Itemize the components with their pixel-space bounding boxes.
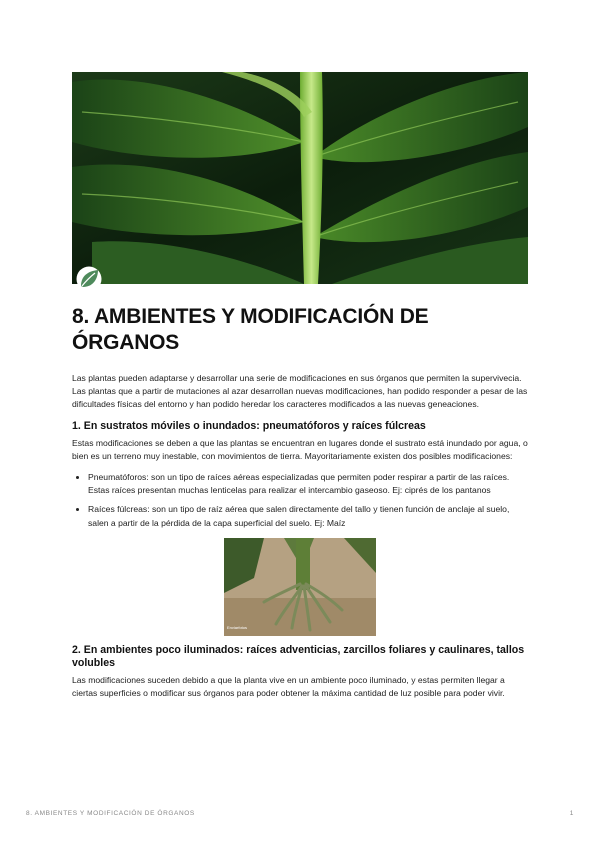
document-body	[72, 372, 530, 708]
page-number: 1	[569, 810, 574, 817]
intro-paragraph: Las plantas pueden adaptarse y desarrollar una serie de modificaciones en sus órganos que permiten la supervivecia. Las plantas que a partir de mutaciones al azar desarrollan nuevas modificaciones, han podido responder a pesar de las dificultades físicas del entorno y han podido heredar los caracteres modificados a las nuevas geneaciones.	[72, 373, 528, 410]
list-item: • Raíces fúlcreas: son un tipo de raíz aérea que salen directamente del tallo y tienen función de anclaje al suelo, salen a partir de la pérdida de la capa superficial del suelo. Ej: Maíz	[88, 503, 530, 529]
section-2-heading: 2. En ambientes poco iluminados: raíces adventicias, zarcillos foliares y caulinares, tallos volubles	[72, 643, 525, 669]
maize-roots-photo	[224, 538, 376, 636]
footer-label: 8. AMBIENTES Y MODIFICACIÓN DE ÓRGANOS	[26, 810, 195, 817]
cover-image	[72, 72, 528, 284]
page-title: 8. AMBIENTES Y MODIFICACIÓN DE ÓRGANOS	[72, 305, 429, 354]
list-item: • Pneumatóforos: son un tipo de raíces aéreas especializadas que permiten poder respirar a partir de las raíces. Estas raíces presentan muchas lenticelas para realizar el intercambio gaseoso. Ej: ciprés de los pantanos	[88, 471, 530, 497]
leaf-icon	[76, 266, 102, 292]
section-1-list	[72, 471, 530, 530]
photo-credit: Enviarfotos	[227, 624, 248, 630]
section-2-paragraph: Las modificaciones suceden debido a que la planta vive en un ambiente poco iluminado, y estas permiten llegar a ciertas superficies o modificar sus órganos para poder obtener la máxima cantidad de luz posible para poder vivir.	[72, 674, 505, 699]
fern-leaves-illustration	[72, 72, 528, 284]
section-1-heading: 1. En sustratos móviles o inundados: pneumatóforos y raíces fúlcreas	[72, 419, 426, 432]
page-footer	[26, 810, 574, 817]
section-1-paragraph: Estas modificaciones se deben a que las plantas se encuentran en lugares donde el sustrato está inundado por agua, o bien es un terreno muy inestable, con movimientos de tierra. Mayoritariamente existen dos posibles modificaciones:	[72, 437, 528, 461]
